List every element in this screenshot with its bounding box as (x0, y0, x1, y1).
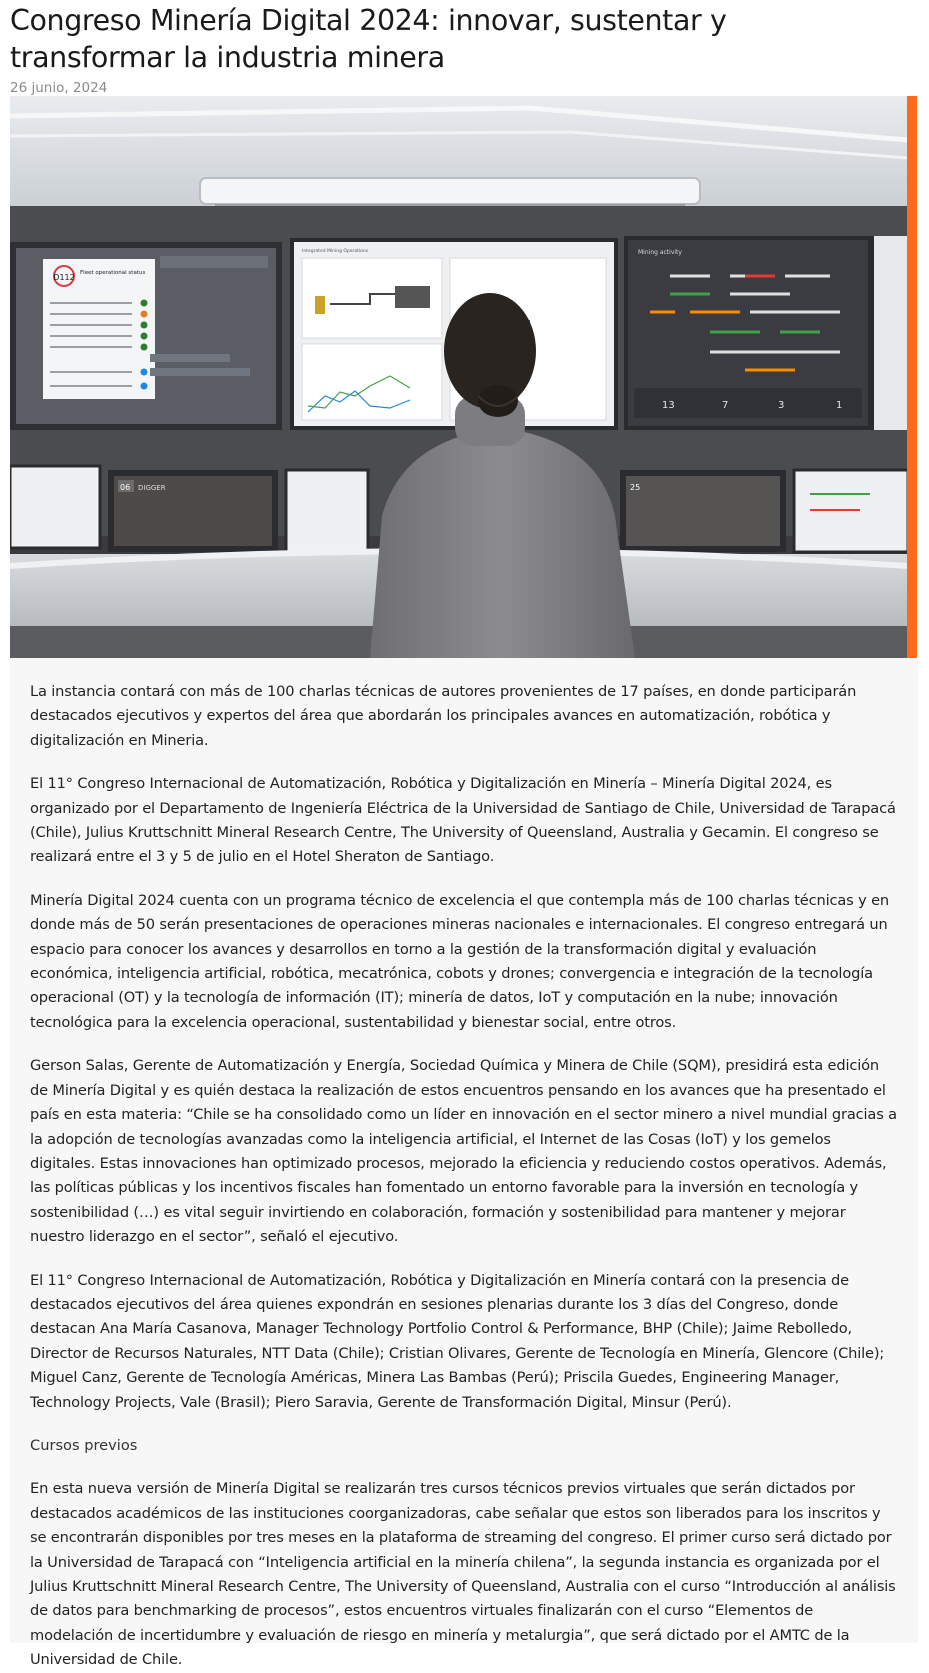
mining-activity-title: Mining activity (638, 249, 682, 256)
paragraph-organizers: El 11° Congreso Internacional de Automatización, Robótica y Digitalización en Minería – Minería Digital 2024, es organizado por el Departamento de Ingeniería Eléctrica de la Universidad de Santiago de Chile, Universidad de Tarapacá (Chile), Julius Kruttschnitt Mineral Research Centre, The University of Queensland, Australia y Gecamin. El congreso se realizará entre el 3 y 5 de julio en el Hotel Sheraton de Santiago. (30, 775, 896, 866)
ceiling-lamp (200, 178, 700, 204)
digger-number: 06 (120, 483, 131, 492)
fleet-title: Fleet operational status (80, 270, 146, 276)
activity-count-2: 7 (722, 400, 729, 411)
right-monitor (624, 236, 908, 430)
activity-count-3: 3 (778, 400, 785, 411)
control-room-illustration (10, 96, 908, 658)
section-heading-cursos: Cursos previos (30, 1436, 138, 1454)
fleet-badge: D112 (53, 273, 75, 282)
accent-bar (907, 96, 917, 661)
paragraph-speakers: El 11° Congreso Internacional de Automatización, Robótica y Digitalización en Minería contará con la presencia de destacados ejecutivos del área quienes expondrán en sesiones plenarias durante los 3 días del Congreso, donde destacan Ana María Casanova, Manager Technology Portfolio Control & Performance, BHP (Chile); Jaime Rebolledo, Director de Recursos Naturales, NTT Data (Chile); Cristian Olivares, Gerente de Tecnología en Minería, Glencore (Chile); Miguel Canz, Gerente de Tecnología Américas, Minera Las Bambas (Perú); Priscila Guedes, Engineering Manager, Technology Projects, Vale (Brasil); Piero Saravia, Gerente de Transformación Digital, Minsur (Perú). (30, 1271, 885, 1411)
activity-count-1: 13 (662, 400, 675, 411)
article-title: Congreso Minería Digital 2024: innovar, sustentar y transformar la industria minera (10, 4, 727, 74)
article-body (10, 658, 918, 1669)
paragraph-intro: La instancia contará con más de 100 charlas técnicas de autores provenientes de 17 países, en donde participarán destacados ejecutivos y expertos del área que abordarán los principales avances en automatización, robótica y digitalización en Mineria. (30, 683, 857, 749)
paragraph-courses: En esta nueva versión de Minería Digital se realizarán tres cursos técnicos previos virtuales que serán dictados por destacados académicos de las instituciones coorganizadoras, cabe señalar que estos son liberados para los inscritos y se encontrarán disponibles por tres meses en la plataforma de streaming del congreso. El primer curso será dictado por la Universidad de Tarapacá con “Inteligencia artificial en la minería chilena”, la segunda instancia es organizada por el Julius Kruttschnitt Mineral Research Centre, The University of Queensland, Australia con el curso “Introducción al análisis de datos para benchmarking de procesos”, estos encuentros virtuales finalizarán con el curso “Elementos de modelación de incertidumbre y evaluación de riesgo en minería y metalurgia”, que será dictado por el AMTC de la Universidad de Chile. (30, 1480, 896, 1669)
hero-image (10, 96, 908, 658)
left-monitor (10, 242, 282, 430)
digger-label: DIGGER (138, 484, 166, 492)
paragraph-president: Gerson Salas, Gerente de Automatización y Energía, Sociedad Química y Minera de Chile (SQM), presidirá esta edición de Minería Digital y es quién destaca la realización de estos encuentros pensando en los avances que ha presentado el país en esta materia: “Chile se ha consolidado como un líder en innovación en el sector minero a nivel mundial gracias a la adopción de tecnologías avanzadas como la inteligencia artificial, el Internet de las Cosas (IoT) y los gemelos digitales. Estas innovaciones han optimizado procesos, mejorado la eficiencia y reduciendo costos operativos. Además, las políticas públicas y los incentivos fiscales han fomentado un entorno favorable para la inversión en tecnología y sostenibilidad (…) es vital seguir invirtiendo en colaboración, formación y sostenibilidad para mantener y mejorar nuestro liderazgo en el sector”, señaló el ejecutivo. (30, 1057, 897, 1246)
activity-count-4: 1 (836, 400, 843, 411)
lower-right-number: 25 (630, 483, 641, 492)
center-monitor-header: Integrated Mining Operations (302, 249, 369, 254)
article-date: 26 junio, 2024 (10, 80, 108, 96)
paragraph-program: Minería Digital 2024 cuenta con un programa técnico de excelencia el que contempla más de 100 charlas técnicas y en donde más de 50 serán presentaciones de operaciones mineras nacionales e internacionales. El congreso entregará un espacio para conocer los avances y desarrollos en torno a la gestión de la transformación digital y evaluación económica, inteligencia artificial, robótica, mecatrónica, cobots y drones; convergencia e integración de la tecnología operacional (OT) y la tecnología de información (IT); minería de datos, IoT y computación en la nube; innovación tecnológica para la excelencia operacional, sustentabilidad y bienestar social, entre otros. (30, 891, 890, 1031)
